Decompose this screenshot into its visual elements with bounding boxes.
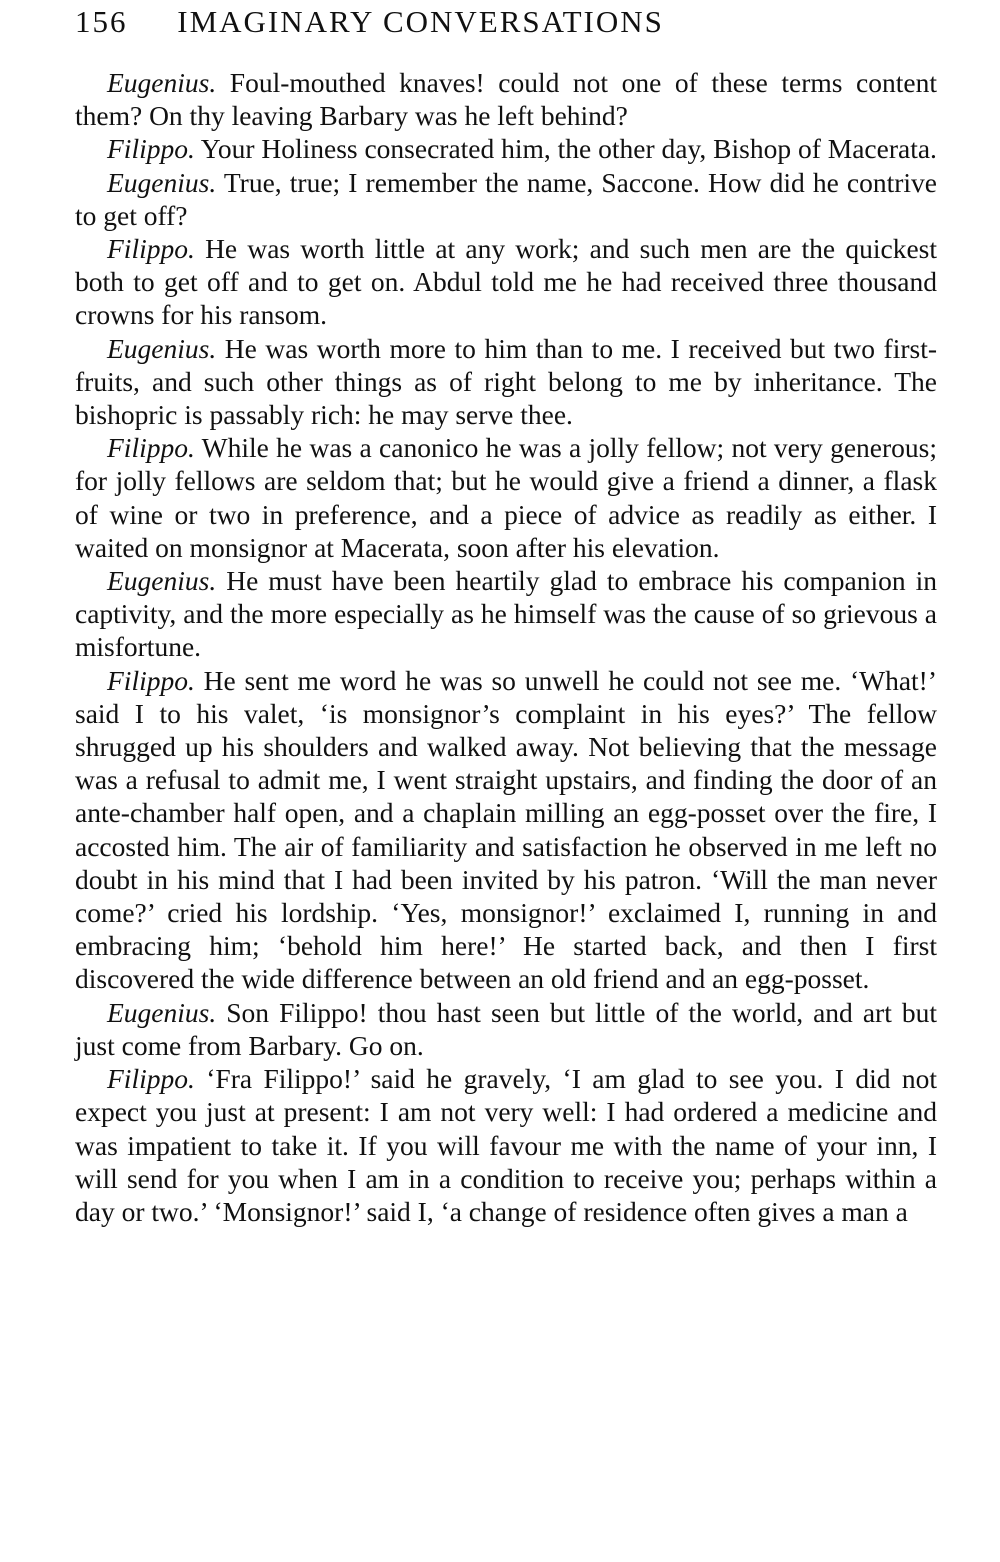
paragraph-text: He must have been heartily glad to embrace his companion in captivity, and the more especially as he himself was the cause of so grievous a misfortune. xyxy=(75,565,937,663)
speaker-name: Eugenius. xyxy=(107,565,217,597)
paragraph-text: ‘Fra Filippo!’ said he gravely, ‘I am glad to see you. I did not expect you just at present: I am not very well: I had ordered a medicine and was impatient to take it. If you will favour me with the name of your inn, I will send for you when I am in a condition to receive you; perhaps within a day or two.’ ‘Monsignor!’ said I, ‘a change of residence often gives a man a xyxy=(75,1063,937,1227)
running-title: IMAGINARY CONVERSATIONS xyxy=(177,4,664,39)
dialogue-paragraph xyxy=(75,332,937,432)
speaker-name: Eugenius. xyxy=(107,67,217,98)
speaker-name: Eugenius. xyxy=(107,166,217,198)
dialogue-paragraph xyxy=(75,431,937,564)
speaker-name: Filippo. xyxy=(107,664,195,696)
paragraph-text: He sent me word he was so unwell he could not see me. ‘What!’ said I to his valet, ‘is monsignor’s complaint in his eyes?’ The fellow shrugged up his shoulders and walked away. Not believing that the message was a refusal to admit me, I went straight upstairs, and finding the door of an ante-chamber half open, and a chaplain milling an egg-posset over the fire, I accosted him. The air of familiarity and satisfaction he observed in me left no doubt in his mind that I had been invited by his patron. ‘Will the man never come?’ cried his lordship. ‘Yes, monsignor!’ exclaimed I, running in and embracing him; ‘behold him here!’ He started back, and then I first discovered the wide difference between an old friend and an egg-posset. xyxy=(75,664,937,995)
dialogue-paragraph xyxy=(75,166,937,232)
paragraph-text: Foul-mouthed knaves! could not one of these terms content them? On thy leaving Barbary was he left behind? xyxy=(75,67,937,132)
paragraph-text: While he was a canonico he was a jolly fellow; not very generous; for jolly fellows are seldom that; but he would give a friend a dinner, a flask of wine or two in preference, and a piece of advice as readily as either. I waited on monsignor at Macerata, soon after his elevation. xyxy=(75,432,937,563)
dialogue-text xyxy=(75,66,937,1228)
page-number: 156 xyxy=(75,4,128,39)
speaker-name: Filippo. xyxy=(107,432,195,464)
speaker-name: Eugenius. xyxy=(107,996,217,1028)
running-head xyxy=(75,4,935,48)
dialogue-paragraph xyxy=(75,564,937,664)
dialogue-paragraph xyxy=(75,66,937,132)
speaker-name: Eugenius. xyxy=(107,332,217,364)
dialogue-paragraph xyxy=(75,664,937,996)
speaker-name: Filippo. xyxy=(107,233,195,265)
paragraph-text: Son Filippo! thou hast seen but little of the world, and art but just come from Barbary. Go on. xyxy=(75,996,937,1061)
dialogue-paragraph xyxy=(75,1062,937,1228)
paragraph-text: He was worth little at any work; and such men are the quickest both to get off and to get on. Abdul told me he had received three thousand crowns for his ransom. xyxy=(75,233,937,331)
dialogue-paragraph xyxy=(75,132,937,165)
speaker-name: Filippo. xyxy=(107,133,195,165)
paragraph-text: True, true; I remember the name, Saccone. How did he contrive to get off? xyxy=(75,166,937,231)
dialogue-paragraph xyxy=(75,996,937,1062)
paragraph-text: He was worth more to him than to me. I received but two first-fruits, and such other things as of right belong to me by inheritance. The bishopric is passably rich: he may serve thee. xyxy=(75,332,937,431)
speaker-name: Filippo. xyxy=(107,1063,195,1095)
dialogue-paragraph xyxy=(75,232,937,332)
paragraph-text: Your Holiness consecrated him, the other day, Bishop of Macerata. xyxy=(194,133,937,165)
